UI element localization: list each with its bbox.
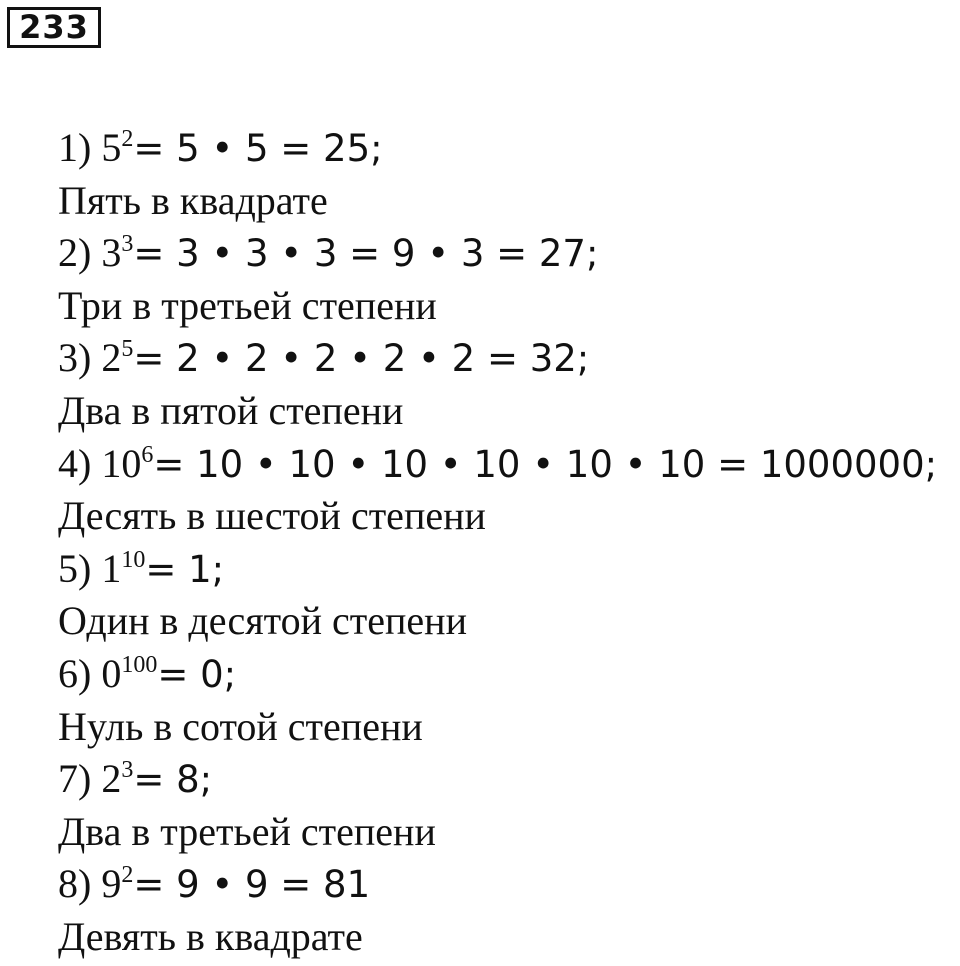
solution-list	[58, 122, 958, 964]
item-label: 5)	[58, 545, 102, 591]
equation-caption: Три в третьей степени	[58, 282, 437, 328]
equation-line	[58, 227, 958, 280]
equation-line	[58, 543, 958, 596]
power-base: 9	[101, 861, 122, 907]
equation-expression: = 9 • 9 = 81	[133, 863, 371, 907]
equation-expression: = 3 • 3 • 3 = 9 • 3 = 27;	[133, 232, 599, 276]
equation-caption: Нуль в сотой степени	[58, 703, 423, 749]
power-exponent: 3	[121, 757, 134, 784]
equation-caption: Два в пятой степени	[58, 387, 404, 433]
equation-caption: Один в десятой степени	[58, 598, 467, 644]
power-exponent: 2	[121, 862, 134, 889]
item-label: 4)	[58, 440, 102, 486]
item-label: 1)	[58, 125, 102, 170]
power-base: 3	[101, 230, 122, 276]
power-base: 1	[101, 545, 122, 591]
equation-expression: = 0;	[157, 652, 237, 696]
power-exponent: 10	[121, 546, 146, 573]
equation-line	[58, 122, 958, 175]
equation-expression: = 2 • 2 • 2 • 2 • 2 = 32;	[133, 337, 590, 381]
power-base: 2	[101, 335, 122, 381]
power-exponent: 2	[121, 126, 134, 153]
power-base: 5	[101, 125, 122, 170]
equation-expression: = 1;	[145, 547, 225, 591]
equation-expression: = 5 • 5 = 25;	[133, 127, 383, 170]
equation-caption: Десять в шестой степени	[58, 493, 486, 539]
item-label: 3)	[58, 335, 102, 381]
equation-line	[58, 438, 958, 491]
power-base: 10	[101, 440, 142, 486]
equation-line	[58, 648, 958, 701]
item-label: 6)	[58, 650, 102, 696]
equation-expression: = 10 • 10 • 10 • 10 • 10 • 10 = 1000000;	[153, 442, 938, 486]
equation-caption: Девять в квадрате	[58, 913, 363, 959]
equation-line	[58, 858, 958, 911]
item-label: 8)	[58, 861, 102, 907]
equation-caption: Пять в квадрате	[58, 177, 328, 223]
power-base: 2	[101, 756, 122, 802]
equation-line	[58, 332, 958, 385]
item-label: 7)	[58, 756, 102, 802]
power-base: 0	[101, 650, 122, 696]
power-exponent: 6	[141, 441, 154, 468]
equation-caption: Два в третьей степени	[58, 808, 436, 854]
item-label: 2)	[58, 230, 102, 276]
equation-line	[58, 753, 958, 806]
power-exponent: 5	[121, 336, 134, 363]
equation-expression: = 8;	[133, 758, 213, 802]
task-number-box: 233	[7, 7, 101, 48]
power-exponent: 100	[121, 652, 158, 679]
power-exponent: 3	[121, 231, 134, 258]
